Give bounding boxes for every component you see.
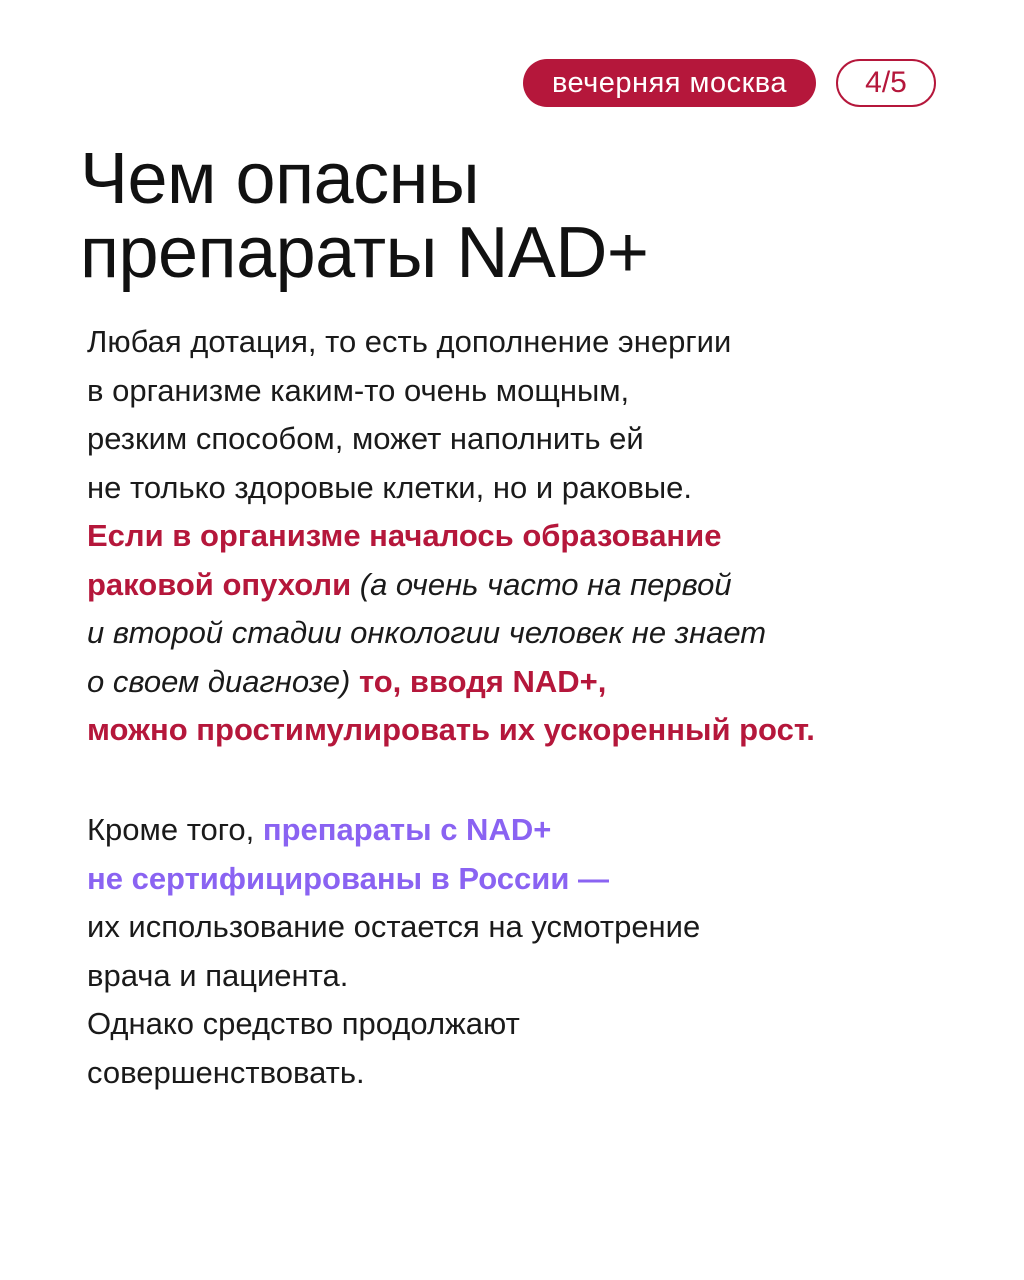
text-line: [87, 561, 967, 610]
text-line: их использование остается на усмотрение: [87, 909, 701, 944]
page-title: [80, 139, 960, 293]
highlight-text: то, вводя NAD+,: [350, 663, 607, 699]
paragraph-risks: [87, 318, 967, 755]
text-line: в организме каким-то очень мощным,: [87, 372, 630, 408]
paragraph-certification: [87, 806, 967, 1097]
highlight-line: Если в организме началось образование: [87, 518, 722, 553]
italic-line: и второй стадии онкологии человек не знает: [87, 615, 767, 650]
text-line: [87, 658, 967, 707]
page-indicator: 4/5: [836, 59, 936, 107]
text-line: врача и пациента.: [87, 957, 349, 993]
text-line: [87, 806, 967, 855]
brand-badge: вечерняя москва: [523, 59, 816, 107]
text-line: Однако средство продолжают: [87, 1006, 520, 1041]
title-line: препараты NAD+: [80, 213, 649, 293]
highlight-line: можно простимулировать их ускоренный рост.: [87, 712, 815, 747]
text-line: не только здоровые клетки, но и раковые.: [87, 469, 692, 505]
text-line: резким способом, может наполнить ей: [87, 421, 644, 456]
plain-text: Кроме того,: [87, 812, 263, 847]
text-line: совершенствовать.: [87, 1054, 365, 1090]
highlight-text: препараты с NAD+: [262, 812, 552, 847]
highlight-line: не сертифицированы в России —: [87, 860, 610, 896]
header: [523, 59, 936, 107]
italic-text: о своем диагнозе): [87, 663, 351, 699]
title-line: Чем опасны: [80, 139, 480, 219]
italic-text: (а очень часто на первой: [351, 566, 732, 602]
highlight-text: раковой опухоли: [87, 566, 352, 602]
text-line: Любая дотация, то есть дополнение энергии: [87, 324, 732, 359]
